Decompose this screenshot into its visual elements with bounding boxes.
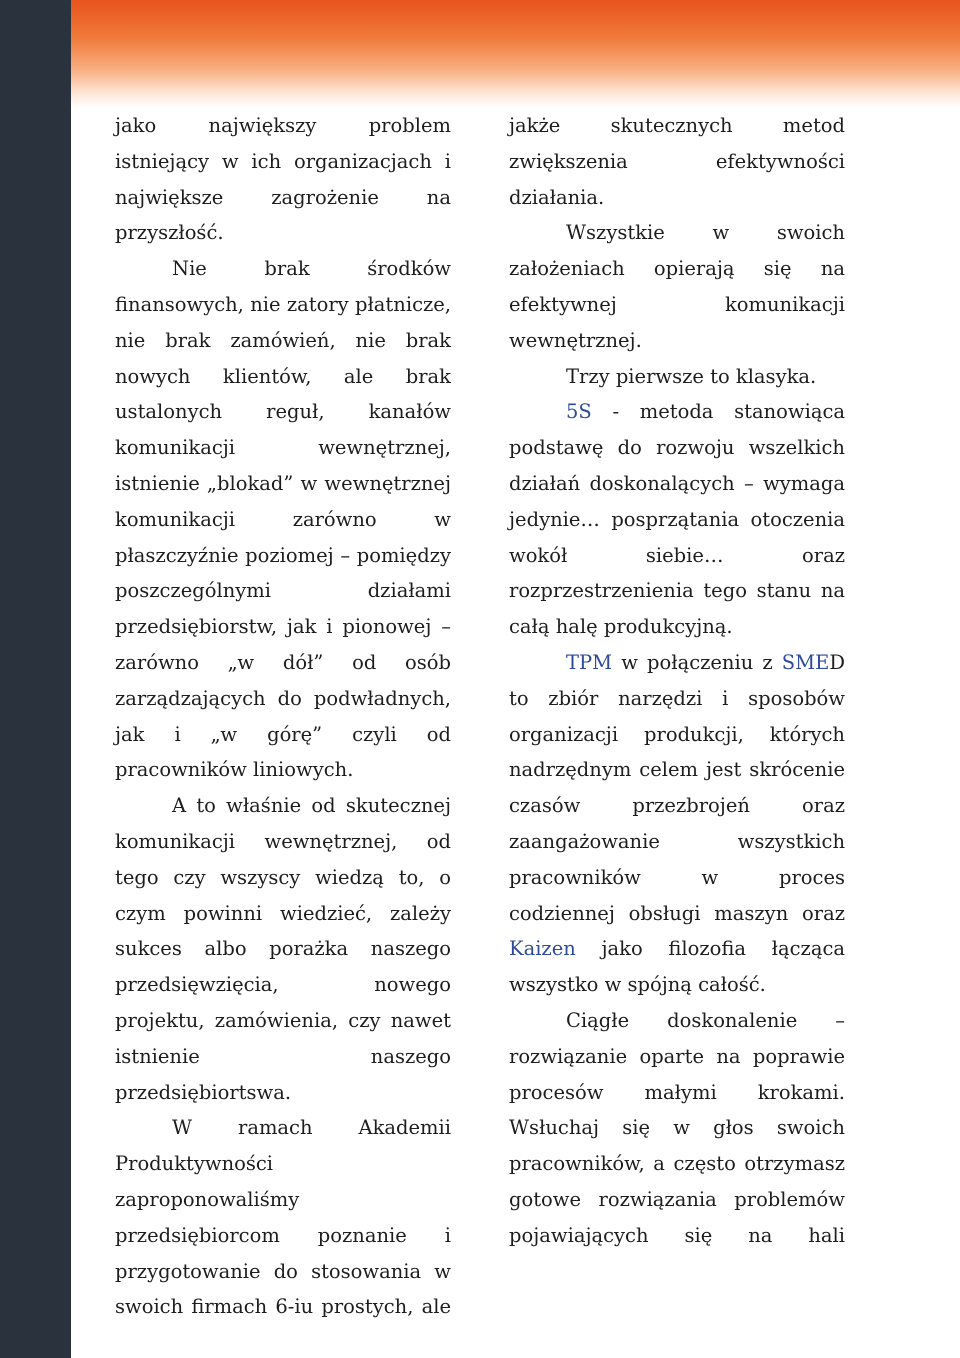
top-gradient-band bbox=[0, 0, 960, 108]
paragraph bbox=[509, 394, 845, 645]
link-smed[interactable]: SME bbox=[781, 650, 830, 674]
paragraph: W ramach Akademii Produktywności zaproponowaliśmy przedsiębiorcom poznanie i przygotowanie do stosowania w swoich firmach 6-iu prostych, ale bbox=[115, 1116, 451, 1319]
paragraph-text: w połączeniu z bbox=[612, 650, 782, 674]
link-tpm[interactable]: TPM bbox=[566, 650, 613, 674]
paragraph: Ciągłe doskonalenie – rozwiązanie oparte na poprawie procesów małymi krokami. Wsłuchaj się w głos swoich pracowników, a często otrzymasz gotowe rozwiązania problemów pojawiających się na hali bbox=[509, 1008, 845, 1247]
left-dark-band bbox=[0, 0, 71, 1358]
link-kaizen[interactable]: Kaizen bbox=[509, 937, 576, 961]
paragraph-text: jako filozofia łącząca wszystko w spójną całość. bbox=[509, 937, 845, 997]
paragraph: Trzy pierwsze to klasyka. bbox=[566, 364, 817, 388]
paragraph: jakże skutecznych metod zwiększenia efektywności działania. bbox=[509, 114, 845, 209]
paragraph: Wszystkie w swoich założeniach opierają się na efektywnej komunikacji wewnętrznej. bbox=[509, 221, 845, 352]
paragraph-text: D to zbiór narzędzi i sposobów organizacji produkcji, których nadrzędnym celem jest skrócenie czasów przezbrojeń oraz zaangażowanie wszystkich pracowników w proces codziennej obsługi maszyn oraz bbox=[509, 650, 845, 925]
paragraph bbox=[509, 645, 845, 1003]
link-5s[interactable]: 5S bbox=[566, 400, 592, 424]
paragraph-text: - metoda stanowiąca podstawę do rozwoju wszelkich działań doskonalących – wymaga jedynie… posprzątania otoczenia wokół siebie… oraz rozprzestrzenienia tego stanu na całą halę produkcyjną. bbox=[509, 400, 845, 639]
paragraph: Nie brak środków finansowych, nie zatory płatnicze, nie brak zamówień, nie brak nowych klientów, ale brak ustalonych reguł, kanałów komunikacji wewnętrznej, istnienie „blokad” w wewnętrznej komunikacji zarówno w płaszczyźnie poziomej – pomiędzy poszczególnymi działami przedsiębiorstw, jak i pionowej – zarówno „w dół” od osób zarządzających do podwładnych, jak i „w górę” czyli od pracowników liniowych. bbox=[115, 257, 451, 782]
right-text-column bbox=[509, 108, 845, 1254]
paragraph: A to właśnie od skutecznej komunikacji wewnętrznej, od tego czy wszyscy wiedzą to, o czym powinni wiedzieć, zależy sukces albo porażka naszego przedsięwzięcia, nowego projektu, zamówienia, czy nawet istnienie naszego przedsiębiortswa. bbox=[115, 794, 451, 1104]
left-text-column bbox=[115, 108, 451, 1325]
paragraph: jako największy problem istniejący w ich organizacjach i największe zagrożenie na przyszłość. bbox=[115, 114, 451, 245]
